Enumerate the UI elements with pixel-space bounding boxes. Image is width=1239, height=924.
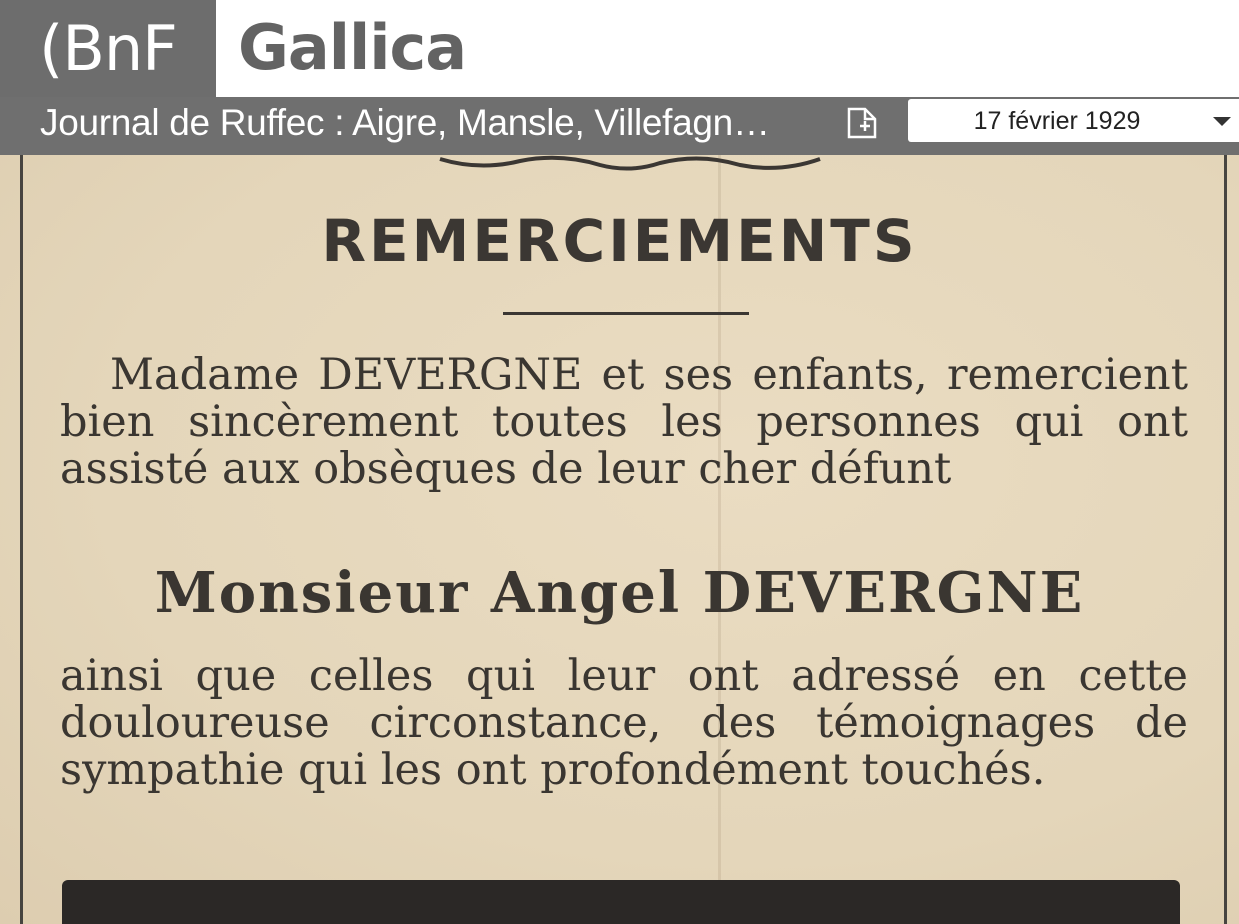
separator-band xyxy=(62,880,1180,924)
notice-paragraph-2: ainsi que celles qui leur ont adressé en cette douloureuse circonstance, des témoignages de sympathie qui les ont profondément touchés. xyxy=(60,651,1188,795)
date-select-value: 17 février 1929 xyxy=(973,107,1141,135)
new-document-icon[interactable] xyxy=(843,103,883,143)
notice-heading: REMERCIEMENTS xyxy=(321,207,918,275)
chevron-down-icon[interactable] xyxy=(1213,117,1231,126)
bnf-logo[interactable] xyxy=(0,0,216,97)
site-title[interactable]: Gallica xyxy=(238,11,467,84)
document-viewer[interactable] xyxy=(0,155,1239,924)
ornament-flourish xyxy=(420,155,840,175)
deceased-name: Monsieur Angel DEVERGNE xyxy=(154,560,1085,626)
notice-paragraph-1: Madame DEVERGNE et ses enfants, remercient bien sincèrement toutes les personnes qui ont assisté aux obsèques de leur cher défunt xyxy=(60,350,1188,494)
brand-header xyxy=(0,0,1239,97)
document-title[interactable]: Journal de Ruffec : Aigre, Mansle, Villefagn… xyxy=(40,102,770,143)
heading-underline xyxy=(503,312,749,315)
date-select[interactable] xyxy=(908,99,1239,142)
bnf-logo-text: (BnF xyxy=(39,11,177,85)
